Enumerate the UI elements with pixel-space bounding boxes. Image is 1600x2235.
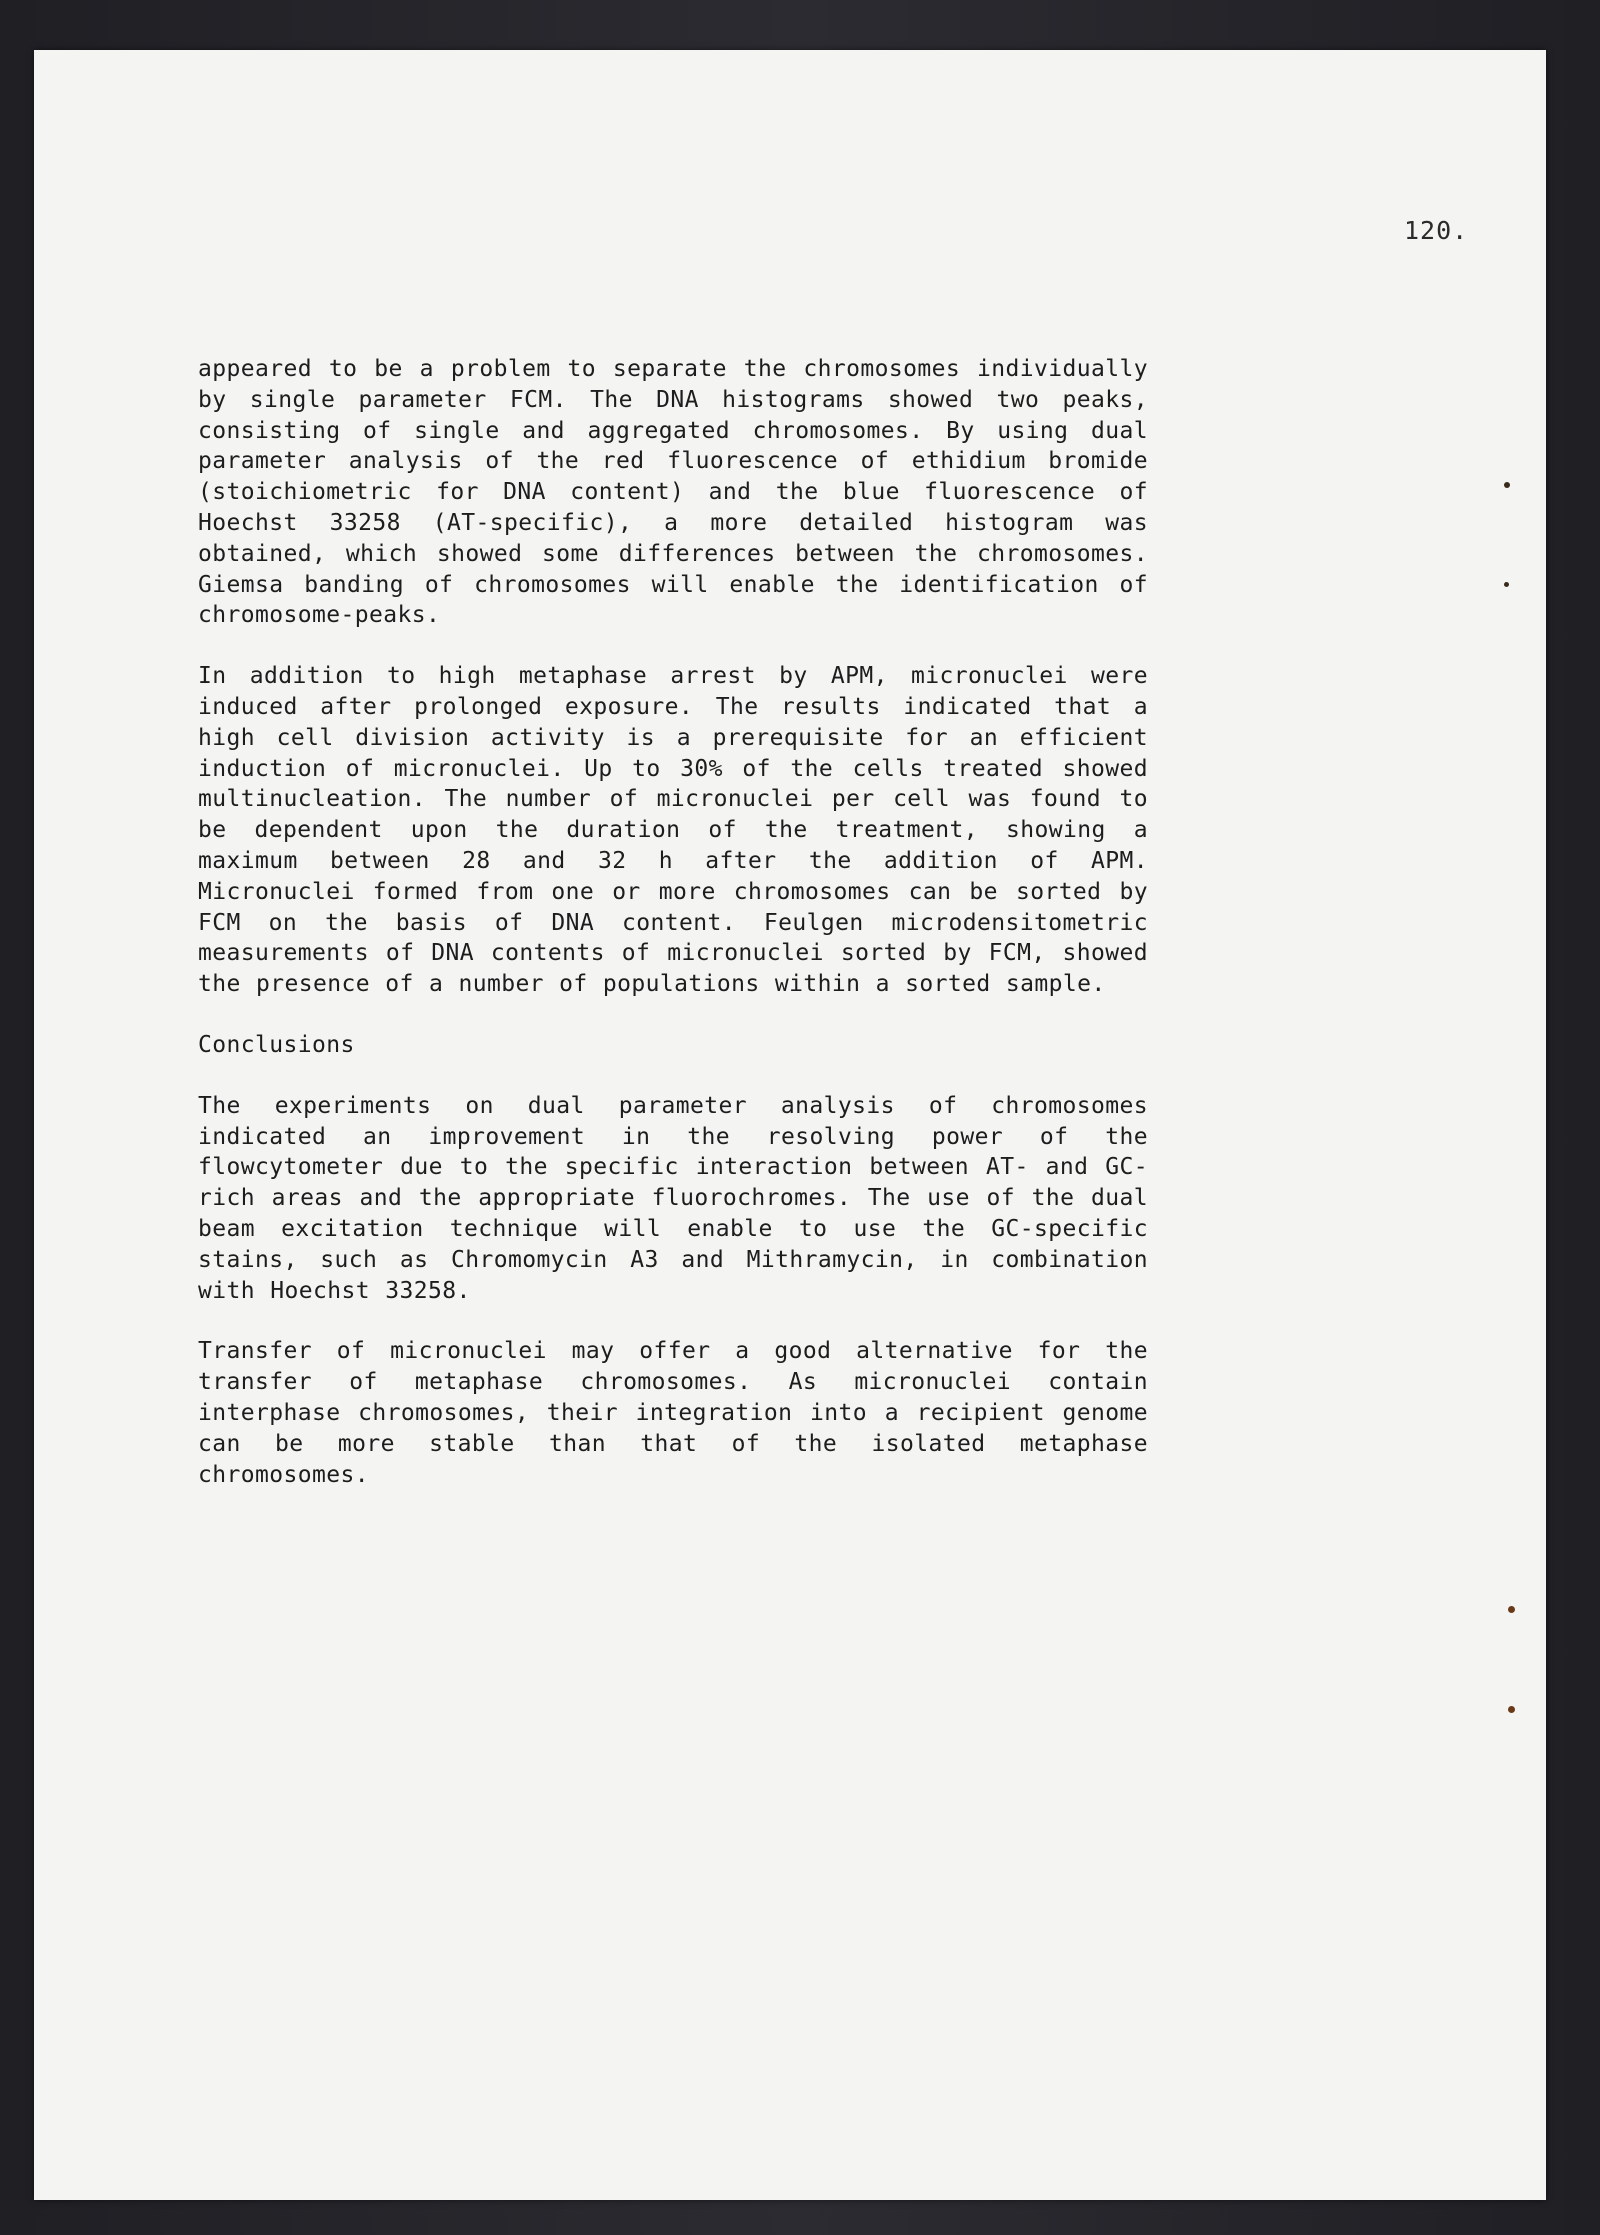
paper-blemish xyxy=(1508,1606,1515,1613)
body-text xyxy=(198,354,1148,1490)
paragraph: The experiments on dual parameter analysis of chromosomes indicated an improvement in the resolving power of the flowcytometer due to the specific interaction between AT- and GC-rich areas and the appropriate fluorochromes. The use of the dual beam excitation technique will enable to use the GC-specific stains, such as Chromomycin A3 and Mithramycin, in combination with Hoechst 33258. xyxy=(198,1092,1148,1304)
section-heading: Conclusions xyxy=(198,1031,355,1058)
paper-blemish xyxy=(1504,582,1509,587)
page-number: 120. xyxy=(1404,216,1469,245)
paragraph: Transfer of micronuclei may offer a good alternative for the transfer of metaphase chromosomes. As micronuclei contain interphase chromosomes, their integration into a recipient genome can be more stable than that of the isolated metaphase chromosomes. xyxy=(198,1338,1148,1488)
paper-blemish xyxy=(1504,482,1510,488)
paper-blemish xyxy=(1508,1706,1515,1713)
paragraph: appeared to be a problem to separate the chromosomes individually by single parameter FCM. The DNA histograms showed two peaks, consisting of single and aggregated chromosomes. By using dual parameter analysis of the red fluorescence of ethidium bromide (stoichiometric for DNA content) and the blue fluorescence of Hoechst 33258 (AT-specific), a more detailed histogram was obtained, which showed some differences between the chromosomes. Giemsa banding of chromosomes will enable the identification of chromosome-peaks. xyxy=(198,356,1148,629)
paragraph: In addition to high metaphase arrest by APM, micronuclei were induced after prolonged exposure. The results indicated that a high cell division activity is a prerequisite for an efficient induction of micronuclei. Up to 30% of the cells treated showed multinucleation. The number of micronuclei per cell was found to be dependent upon the duration of the treatment, showing a maximum between 28 and 32 h after the addition of APM. Micronuclei formed from one or more chromosomes can be sorted by FCM on the basis of DNA content. Feulgen microdensitometric measurements of DNA contents of micronuclei sorted by FCM, showed the presence of a number of populations within a sorted sample. xyxy=(198,663,1148,998)
